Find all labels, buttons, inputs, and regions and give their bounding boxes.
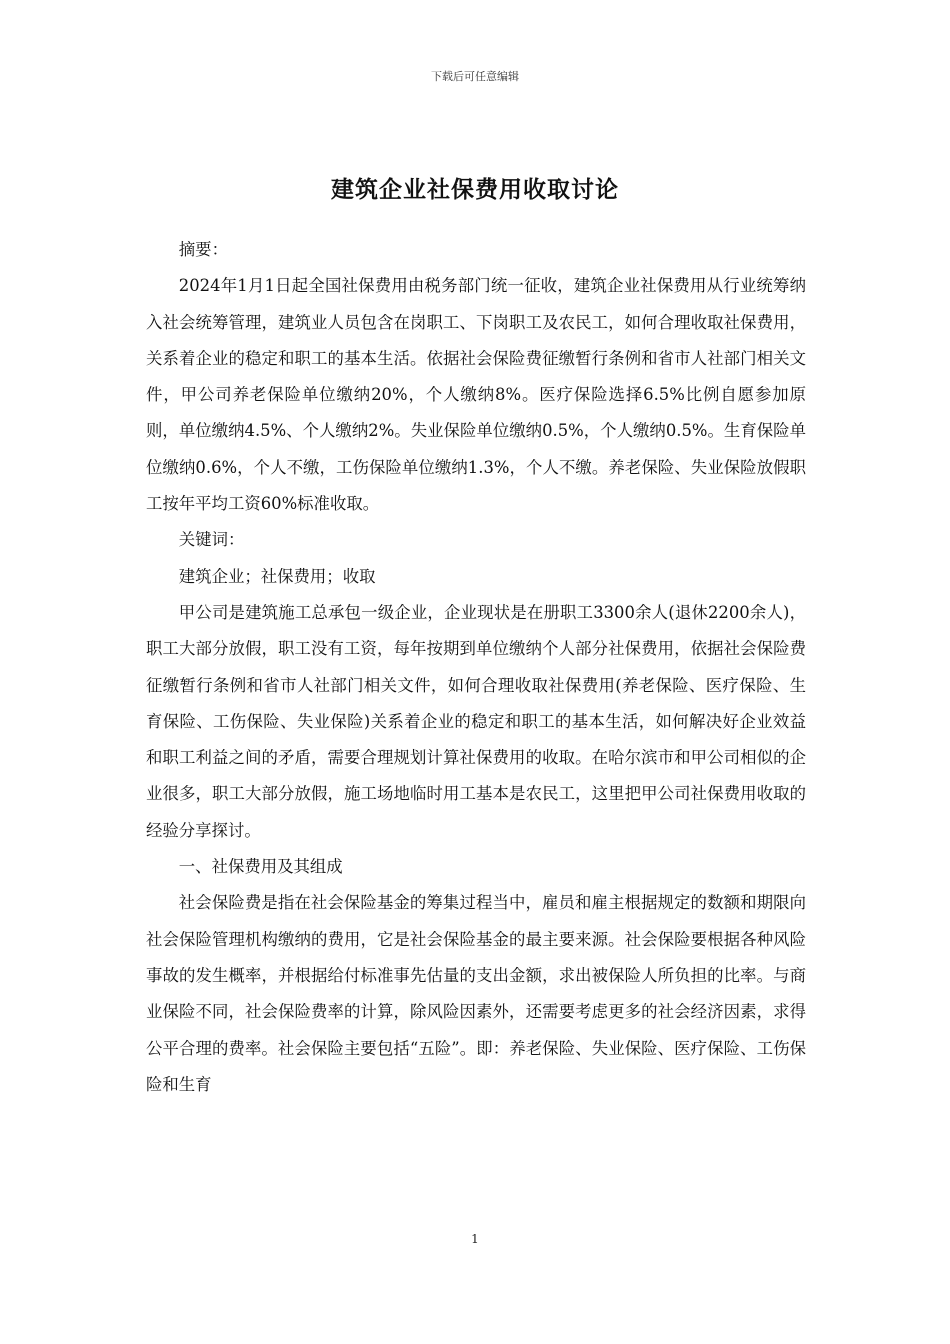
document-body	[146, 232, 806, 1103]
section-heading: 一、社保费用及其组成	[178, 857, 343, 877]
keywords-paragraph: 建筑企业；社保费用；收取	[178, 566, 376, 586]
abstract-label: 摘要：	[178, 240, 228, 259]
abstract-paragraph: 2024年1月1日起全国社保费用由税务部门统一征收，建筑企业社保费用从行业统筹纳入社会统筹管理，建筑业人员包含在岗职工、下岗职工及农民工，如何合理收取社保费用，关系着企业的稳定和职工的基本生活。依据社会保险费征缴暂行条例和省市人社部门相关文件，甲公司养老保险单位缴纳20%，个人缴纳8%。医疗保险选择6.5%比例自愿参加原则，单位缴纳4.5%、个人缴纳2%。失业保险单位缴纳0.5%，个人缴纳0.5%。生育保险单位缴纳0.6%，个人不缴，工伤保险单位缴纳1.3%，个人不缴。养老保险、失业保险放假职工按年平均工资60%标准收取。	[146, 276, 806, 514]
header-note: 下载后可任意编辑	[431, 70, 519, 83]
section-paragraph: 社会保险费是指在社会保险基金的筹集过程当中，雇员和雇主根据规定的数额和期限向社会保险管理机构缴纳的费用，它是社会保险基金的最主要来源。社会保险要根据各种风险事故的发生概率，并根据给付标准事先估量的支出金额，求出被保险人所负担的比率。与商业保险不同，社会保险费率的计算，除风险因素外，还需要考虑更多的社会经济因素，求得公平合理的费率。社会保险主要包括“五险”。即：养老保险、失业保险、医疗保险、工伤保险和生育	[146, 893, 806, 1094]
intro-paragraph: 甲公司是建筑施工总承包一级企业，企业现状是在册职工3300余人(退休2200余人)，职工大部分放假，职工没有工资，每年按期到单位缴纳个人部分社保费用，依据社会保险费征缴暂行条例和省市人社部门相关文件，如何合理收取社保费用(养老保险、医疗保险、生育保险、工伤保险、失业保险)关系着企业的稳定和职工的基本生活，如何解决好企业效益和职工利益之间的矛盾，需要合理规划计算社保费用的收取。在哈尔滨市和甲公司相似的企业很多，职工大部分放假，施工场地临时用工基本是农民工，这里把甲公司社保费用收取的经验分享探讨。	[146, 602, 806, 840]
document-title: 建筑企业社保费用收取讨论	[331, 176, 619, 204]
keywords-label: 关键词：	[178, 530, 245, 550]
page-number: 1	[471, 1232, 479, 1246]
